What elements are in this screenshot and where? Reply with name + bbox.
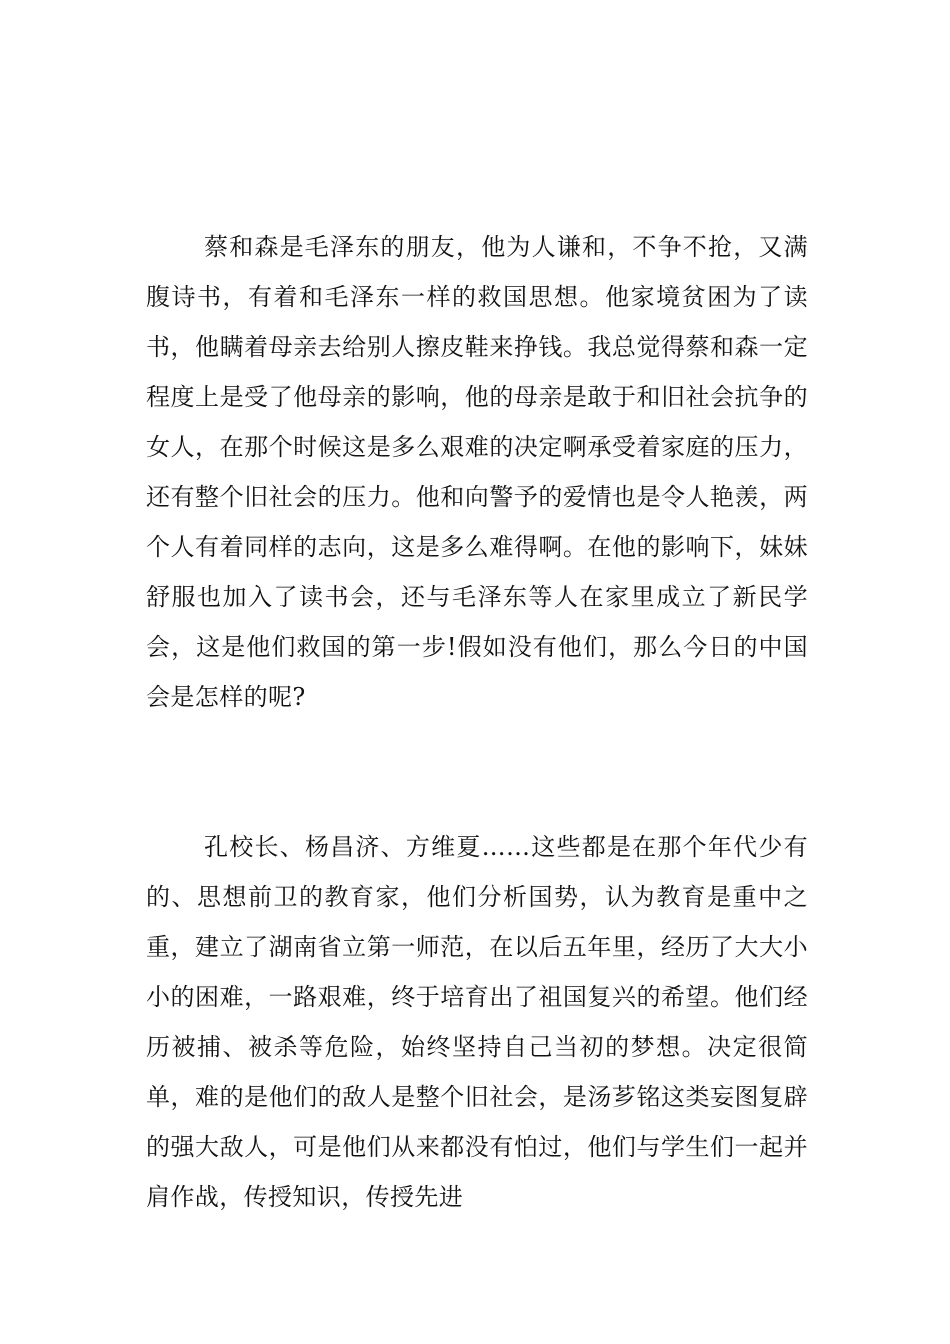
paragraph-educators: 孔校长、杨昌济、方维夏……这些都是在那个年代少有的、思想前卫的教育家，他们分析国势，认为教育是重中之重，建立了湖南省立第一师范，在以后五年里，经历了大大小小的困难，一路艰难，终于培育出了祖国复兴的希望。他们经历被捕、被杀等危险，始终坚持自己当初的梦想。决定很简单，难的是他们的敌人是整个旧社会，是汤芗铭这类妄图复辟的强大敌人，可是他们从来都没有怕过，他们与学生们一起并肩作战，传授知识，传授先进 [146, 833, 808, 1211]
paragraph-cai-hesen: 蔡和森是毛泽东的朋友，他为人谦和，不争不抢，又满腹诗书，有着和毛泽东一样的救国思想。他家境贫困为了读书，他瞒着母亲去给别人擦皮鞋来挣钱。我总觉得蔡和森一定程度上是受了他母亲的影响，他的母亲是敢于和旧社会抗争的女人，在那个时候这是多么艰难的决定啊承受着家庭的压力，还有整个旧社会的压力。他和向警予的爱情也是令人艳羡，两个人有着同样的志向，这是多么难得啊。在他的影响下，妹妹舒服也加入了读书会，还与毛泽东等人在家里成立了新民学会，这是他们救国的第一步!假如没有他们，那么今日的中国会是怎样的呢? [146, 233, 808, 711]
